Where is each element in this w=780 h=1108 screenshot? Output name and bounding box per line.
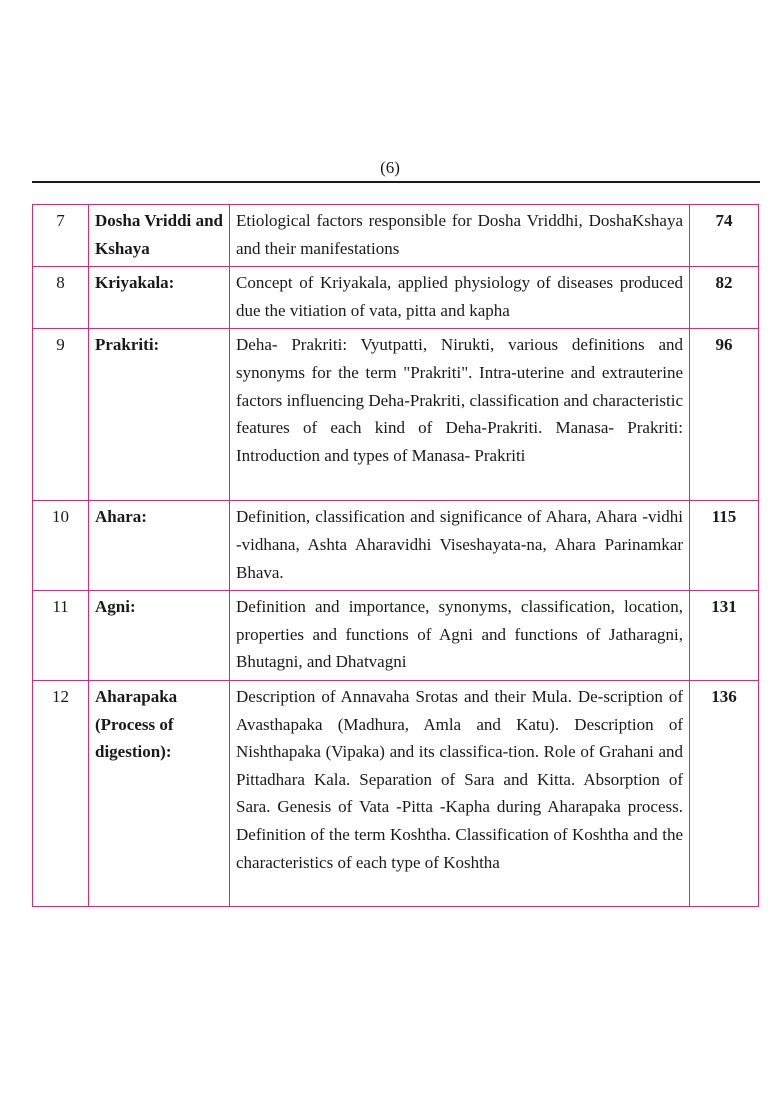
chapter-topic: Ahara: bbox=[89, 501, 230, 591]
chapter-number: 7 bbox=[33, 205, 89, 267]
chapter-number: 8 bbox=[33, 267, 89, 329]
table-row bbox=[33, 267, 759, 329]
table-row bbox=[33, 501, 759, 591]
chapter-topic: Agni: bbox=[89, 591, 230, 681]
table-row bbox=[33, 329, 759, 501]
table-row bbox=[33, 680, 759, 906]
chapter-description: Concept of Kriyakala, applied physiology of diseases produced due the vitiation of vata, pitta and kapha bbox=[230, 267, 690, 329]
chapter-number: 11 bbox=[33, 591, 89, 681]
chapter-page: 115 bbox=[690, 501, 759, 591]
chapter-description: Description of Annavaha Srotas and their Mula. De-scription of Avasthapaka (Madhura, Amla and Katu). Description of Nishthapaka (Vipaka) and its classifica-tion. Role of Grahani and Pittadhara Kala. Separation of Sara and Kitta. Absorption of Sara. Genesis of Vata -Pitta -Kapha during Aharapaka process. Definition of the term Koshtha. Classification of Koshtha and the characteristics of each type of Koshtha bbox=[230, 680, 690, 906]
chapter-number: 12 bbox=[33, 680, 89, 906]
chapter-number: 10 bbox=[33, 501, 89, 591]
table-row bbox=[33, 205, 759, 267]
chapter-topic: Prakriti: bbox=[89, 329, 230, 501]
chapter-page: 74 bbox=[690, 205, 759, 267]
chapter-topic: Kriyakala: bbox=[89, 267, 230, 329]
chapter-page: 96 bbox=[690, 329, 759, 501]
chapter-topic: Dosha Vriddi and Kshaya bbox=[89, 205, 230, 267]
table-row bbox=[33, 591, 759, 681]
header-rule bbox=[32, 181, 760, 183]
chapter-description: Etiological factors responsible for Dosha Vriddhi, DoshaKshaya and their manifestations bbox=[230, 205, 690, 267]
chapter-description: Deha- Prakriti: Vyutpatti, Nirukti, various definitions and synonyms for the term "Prakriti". Intra-uterine and extrauterine factors influencing Deha-Prakriti, classification and characteristic features of each kind of Deha-Prakriti. Manasa- Prakriti: Introduction and types of Manasa- Prakriti bbox=[230, 329, 690, 501]
chapter-page: 131 bbox=[690, 591, 759, 681]
chapter-page: 82 bbox=[690, 267, 759, 329]
page-number: (6) bbox=[380, 158, 400, 177]
chapter-description: Definition and importance, synonyms, classification, location, properties and functions of Agni and functions of Jatharagni, Bhutagni, and Dhatvagni bbox=[230, 591, 690, 681]
contents-table bbox=[32, 204, 759, 907]
chapter-page: 136 bbox=[690, 680, 759, 906]
chapter-description: Definition, classification and significance of Ahara, Ahara -vidhi -vidhana, Ashta Aharavidhi Viseshayata-na, Ahara Parinamkar Bhava. bbox=[230, 501, 690, 591]
chapter-number: 9 bbox=[33, 329, 89, 501]
chapter-topic: Aharapaka (Process of digestion): bbox=[89, 680, 230, 906]
